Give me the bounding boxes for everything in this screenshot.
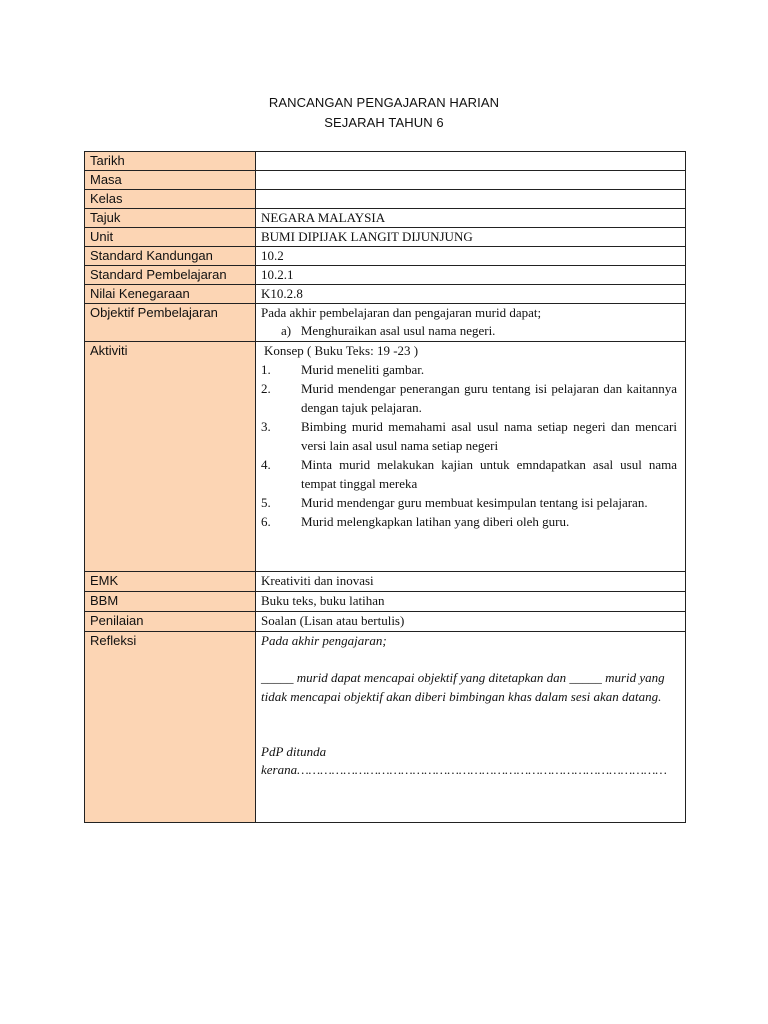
row-emk bbox=[85, 572, 686, 592]
value-masa bbox=[256, 171, 686, 190]
list-item-number: 4. bbox=[261, 457, 271, 472]
label-tajuk: Tajuk bbox=[85, 209, 256, 228]
value-refleksi bbox=[256, 632, 686, 823]
label-aktiviti: Aktiviti bbox=[85, 342, 256, 572]
value-kelas bbox=[256, 190, 686, 209]
refleksi-line-2: _____ murid dapat mencapai objektif yang ditetapkan dan _____ murid yang tidak mencapai objektif akan diberi bimbingan khas dalam sesi akan datang. bbox=[261, 670, 665, 704]
label-masa: Masa bbox=[85, 171, 256, 190]
objektif-item-marker: a) bbox=[281, 323, 292, 338]
label-kelas: Kelas bbox=[85, 190, 256, 209]
aktiviti-heading: Konsep ( Buku Teks: 19 -23 ) bbox=[264, 343, 419, 358]
list-item-number: 3. bbox=[261, 419, 271, 434]
lesson-plan-table bbox=[84, 151, 686, 823]
label-standard-kandungan: Standard Kandungan bbox=[85, 247, 256, 266]
list-item-number: 5. bbox=[261, 495, 271, 510]
list-item-text: Murid meneliti gambar. bbox=[301, 362, 425, 377]
row-refleksi bbox=[85, 632, 686, 823]
value-objektif bbox=[256, 304, 686, 342]
refleksi-line-3: PdP ditunda bbox=[261, 744, 327, 759]
list-item bbox=[261, 360, 680, 379]
row-objektif bbox=[85, 304, 686, 342]
label-objektif: Objektif Pembelajaran bbox=[85, 304, 256, 342]
document-title: RANCANGAN PENGAJARAN HARIAN bbox=[268, 95, 500, 110]
value-standard-kandungan: 10.2 bbox=[256, 247, 686, 266]
list-item-text: Murid mendengar penerangan guru tentang isi pelajaran dan kaitannya dengan tajuk pelajaran. bbox=[301, 381, 677, 415]
label-unit: Unit bbox=[85, 228, 256, 247]
label-penilaian: Penilaian bbox=[85, 612, 256, 632]
row-standard-kandungan bbox=[85, 247, 686, 266]
list-item bbox=[261, 493, 680, 512]
row-unit bbox=[85, 228, 686, 247]
row-aktiviti bbox=[85, 342, 686, 572]
value-standard-pembelajaran: 10.2.1 bbox=[256, 266, 686, 285]
objektif-item-text: Menghuraikan asal usul nama negeri. bbox=[300, 323, 496, 338]
label-tarikh: Tarikh bbox=[85, 152, 256, 171]
list-item-number: 2. bbox=[261, 381, 271, 396]
row-standard-pembelajaran bbox=[85, 266, 686, 285]
list-item bbox=[261, 379, 680, 417]
label-nilai-kenegaraan: Nilai Kenegaraan bbox=[85, 285, 256, 304]
label-standard-pembelajaran: Standard Pembelajaran bbox=[85, 266, 256, 285]
label-bbm: BBM bbox=[85, 592, 256, 612]
list-item-text: Murid melengkapkan latihan yang diberi oleh guru. bbox=[301, 514, 570, 529]
list-item-text: Bimbing murid memahami asal usul nama setiap negeri dan mencari versi lain asal usul nama setiap negeri bbox=[301, 419, 677, 453]
list-item bbox=[261, 417, 680, 455]
refleksi-line-1: Pada akhir pengajaran; bbox=[261, 633, 387, 648]
label-emk: EMK bbox=[85, 572, 256, 592]
value-bbm: Buku teks, buku latihan bbox=[256, 592, 686, 612]
list-item-text: Murid mendengar guru membuat kesimpulan tentang isi pelajaran. bbox=[301, 495, 648, 510]
objektif-intro: Pada akhir pembelajaran dan pengajaran murid dapat; bbox=[261, 305, 542, 320]
row-tajuk bbox=[85, 209, 686, 228]
aktiviti-list bbox=[261, 360, 680, 531]
list-item bbox=[261, 455, 680, 493]
value-nilai-kenegaraan: K10.2.8 bbox=[256, 285, 686, 304]
value-penilaian: Soalan (Lisan atau bertulis) bbox=[256, 612, 686, 632]
list-item-text: Minta murid melakukan kajian untuk emndapatkan asal usul nama tempat tinggal mereka bbox=[301, 457, 677, 491]
list-item bbox=[261, 512, 680, 531]
row-kelas bbox=[85, 190, 686, 209]
value-emk: Kreativiti dan inovasi bbox=[256, 572, 686, 592]
list-item-number: 1. bbox=[261, 362, 271, 377]
row-nilai-kenegaraan bbox=[85, 285, 686, 304]
value-tajuk: NEGARA MALAYSIA bbox=[256, 209, 686, 228]
row-bbm bbox=[85, 592, 686, 612]
refleksi-line-4: kerana…………………………………………………………………………………… bbox=[261, 762, 667, 777]
row-masa bbox=[85, 171, 686, 190]
objektif-item bbox=[261, 322, 680, 340]
value-unit: BUMI DIPIJAK LANGIT DIJUNJUNG bbox=[256, 228, 686, 247]
row-tarikh bbox=[85, 152, 686, 171]
document-subtitle: SEJARAH TAHUN 6 bbox=[324, 115, 444, 130]
value-aktiviti bbox=[256, 342, 686, 572]
label-refleksi: Refleksi bbox=[85, 632, 256, 823]
row-penilaian bbox=[85, 612, 686, 632]
value-tarikh bbox=[256, 152, 686, 171]
list-item-number: 6. bbox=[261, 514, 271, 529]
